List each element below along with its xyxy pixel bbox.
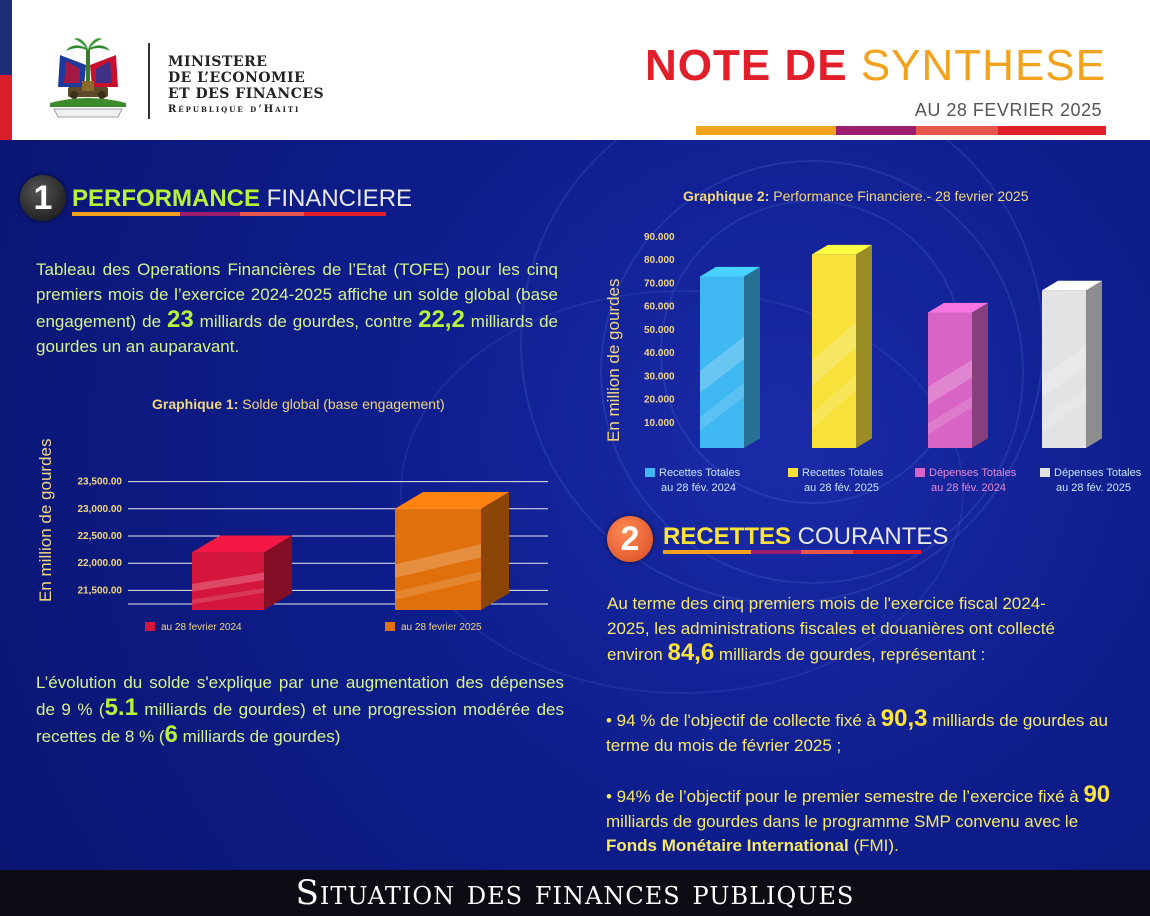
- chart-1-ytick-label: 22,000.00: [77, 558, 122, 570]
- bullet-1-value-90-3: 90,3: [880, 705, 928, 732]
- imf-name: Fonds Monétaire International: [606, 836, 849, 855]
- section-2-title-rest: COURANTES: [791, 523, 949, 550]
- section-1-underline: [72, 212, 386, 216]
- intro-value-22-2: 22,2: [418, 306, 465, 333]
- chart-2-legend-swatch: [788, 468, 798, 477]
- chart-1-title-text: Solde global (base engagement): [242, 396, 445, 412]
- chart-1-ytick-label: 22,500.00: [77, 531, 122, 542]
- section-1-title-bold: PERFORMANCE: [72, 185, 261, 212]
- intro-text-c: milliards de gourdes un an auparavant.: [36, 312, 558, 356]
- balance-explanation-paragraph: [36, 670, 564, 749]
- page-header: [0, 0, 1150, 140]
- document-title: [645, 40, 1106, 92]
- section-1-title: [72, 185, 412, 213]
- header-color-bar: [696, 126, 1106, 135]
- chart-1-ylabel: En million de gourdes: [36, 438, 55, 602]
- chart-2-ylabel: En million de gourdes: [604, 278, 623, 442]
- revenue-paragraph: [607, 592, 1057, 668]
- chart-2-legend-line-2: au 28 fév. 2024: [661, 482, 737, 494]
- bullet-semester-objective: [606, 783, 1121, 859]
- intro-text-a: Tableau des Operations Financières de l’Etat (TOFE) pour les cinq premiers mois de l’exercice 2024-2025 affiche un solde global (base engagement) de: [36, 260, 558, 331]
- header-divider: [148, 43, 150, 119]
- revenue-text-a: Au terme des cinq premiers mois de l'exercice fiscal 2024-2025, les administrations fiscales et douanières ont collecté environ: [607, 594, 1055, 664]
- chart-2-title-prefix: Graphique 2: [683, 188, 765, 204]
- chart-1-title-prefix: Graphique 1: [152, 396, 234, 412]
- section-2-number: 2: [607, 516, 653, 562]
- title-red-part: NOTE DE: [645, 41, 861, 90]
- bullet-2-value-90: 90: [1083, 781, 1111, 808]
- revenue-value-84-6: 84,6: [667, 639, 715, 666]
- chart-2-title-text: Performance Financiere.- 28 fevrier 2025: [773, 188, 1029, 204]
- intro-text-b: milliards de gourdes, contre: [193, 312, 419, 331]
- expl-value-5-1: 5.1: [104, 694, 138, 721]
- chart-2-ytick-label: 70.000: [644, 278, 675, 290]
- side-blue-strip: [0, 0, 12, 75]
- chart-2-legend-line-2: au 28 fév. 2025: [1056, 482, 1132, 494]
- chart-2-bar-4-side: [1086, 281, 1102, 448]
- chart-2-legend-line-2: au 28 fév. 2025: [804, 482, 880, 494]
- coat-of-arms-icon: [40, 35, 136, 125]
- chart-1-ytick-label: 23,000.00: [77, 503, 122, 515]
- chart-2-legend-swatch: [645, 468, 655, 477]
- chart-2-ytick-label: 80.000: [644, 255, 675, 267]
- chart-2-bar-1-side: [744, 267, 760, 448]
- chart-2-ytick-label: 30.000: [644, 371, 675, 383]
- bullet-2-text-a: • 94% de l’objectif pour le premier semestre de l’exercice fixé à: [606, 787, 1084, 806]
- chart-1-title: Graphique 1: Solde global (base engagement): [152, 396, 445, 412]
- chart-2: [630, 224, 1150, 494]
- ministry-line-1: MINISTERE: [168, 54, 268, 70]
- chart-2-title: Graphique 2: Performance Financiere.- 28 fevrier 2025: [683, 188, 1029, 204]
- chart-2-ytick-label: 60.000: [644, 301, 675, 313]
- tofe-intro-paragraph: [36, 257, 558, 359]
- chart-2-ytick-label: 20.000: [644, 394, 675, 406]
- chart-2-bar-1: [700, 267, 760, 448]
- chart-1-legend-swatch: [145, 622, 155, 631]
- ministry-line-2: DE L’ECONOMIE: [168, 70, 306, 86]
- chart-2-bar-2: [812, 245, 872, 448]
- chart-2-bar-2-side: [856, 245, 872, 448]
- chart-2-legend-line-1: Dépenses Totales: [1054, 467, 1142, 479]
- chart-2-legend-line-1: Dépenses Totales: [929, 467, 1017, 479]
- chart-2-legend-line-1: Recettes Totales: [659, 467, 741, 479]
- expl-value-6: 6: [164, 721, 178, 748]
- page-footer: Situation des finances publiques: [0, 870, 1150, 916]
- chart-2-legend-swatch: [1040, 468, 1050, 477]
- chart-1-bar-2: [395, 492, 509, 610]
- ministry-name: [168, 54, 324, 118]
- section-1-title-rest: FINANCIERE: [260, 185, 413, 212]
- chart-2-ytick-label: 90.000: [644, 232, 675, 243]
- title-gold-part: SYNTHESE: [860, 41, 1106, 90]
- chart-2-bar-3: [928, 303, 988, 448]
- section-2-title-bold: RECETTES: [663, 523, 792, 550]
- chart-1-legend-label: au 28 fevrier 2024: [161, 622, 242, 633]
- bullet-1-text-b: milliards de gourdes au terme du mois de février 2025 ;: [606, 711, 1108, 755]
- chart-2-ytick-label: 40.000: [644, 348, 675, 360]
- chart-2-bar-4: [1042, 281, 1102, 448]
- section-1-number: 1: [20, 175, 66, 221]
- chart-1: [60, 440, 570, 650]
- chart-2-legend-line-1: Recettes Totales: [802, 467, 884, 479]
- chart-2-legend-swatch: [915, 468, 925, 477]
- chart-2-bar-3-side: [972, 303, 988, 448]
- chart-2-legend-line-2: au 28 fév. 2024: [931, 482, 1007, 494]
- ministry-line-3: ET DES FINANCES: [168, 86, 325, 102]
- chart-1-legend-swatch: [385, 622, 395, 631]
- chart-1-bar-1: [192, 536, 292, 610]
- bullet-2-text-b: milliards de gourdes dans le programme SMP convenu avec le: [606, 811, 1079, 831]
- section-2-underline: [663, 550, 921, 554]
- bullet-1-text-a: • 94 % de l'objectif de collecte fixé à: [606, 711, 881, 730]
- expl-text-a: L’évolution du solde s'explique par une augmentation des dépenses de 9 % (: [36, 673, 564, 719]
- section-2-title: [663, 523, 948, 551]
- chart-1-legend-label: au 28 fevrier 2025: [401, 622, 482, 633]
- chart-1-ytick-label: 23,500.00: [77, 476, 122, 488]
- bullet-2-text-c: (FMI).: [848, 836, 899, 855]
- republic-line: République d’Haiti: [168, 104, 301, 115]
- revenue-text-b: milliards de gourdes, représentant :: [714, 645, 986, 664]
- chart-1-ytick-label: 21,500.00: [77, 585, 122, 597]
- intro-value-23: 23: [167, 306, 194, 333]
- document-date: AU 28 FEVRIER 2025: [914, 100, 1102, 120]
- chart-2-ytick-label: 10.000: [644, 417, 675, 429]
- main-panel: [0, 140, 1150, 870]
- bullet-collection-objective: [606, 707, 1111, 758]
- chart-1-bar-2-side: [481, 492, 509, 610]
- expl-text-b: milliards de gourdes) et une progression modérée des recettes de 8 % (: [36, 700, 564, 746]
- expl-text-c: milliards de gourdes): [177, 727, 341, 746]
- chart-2-ytick-label: 50.000: [644, 324, 675, 336]
